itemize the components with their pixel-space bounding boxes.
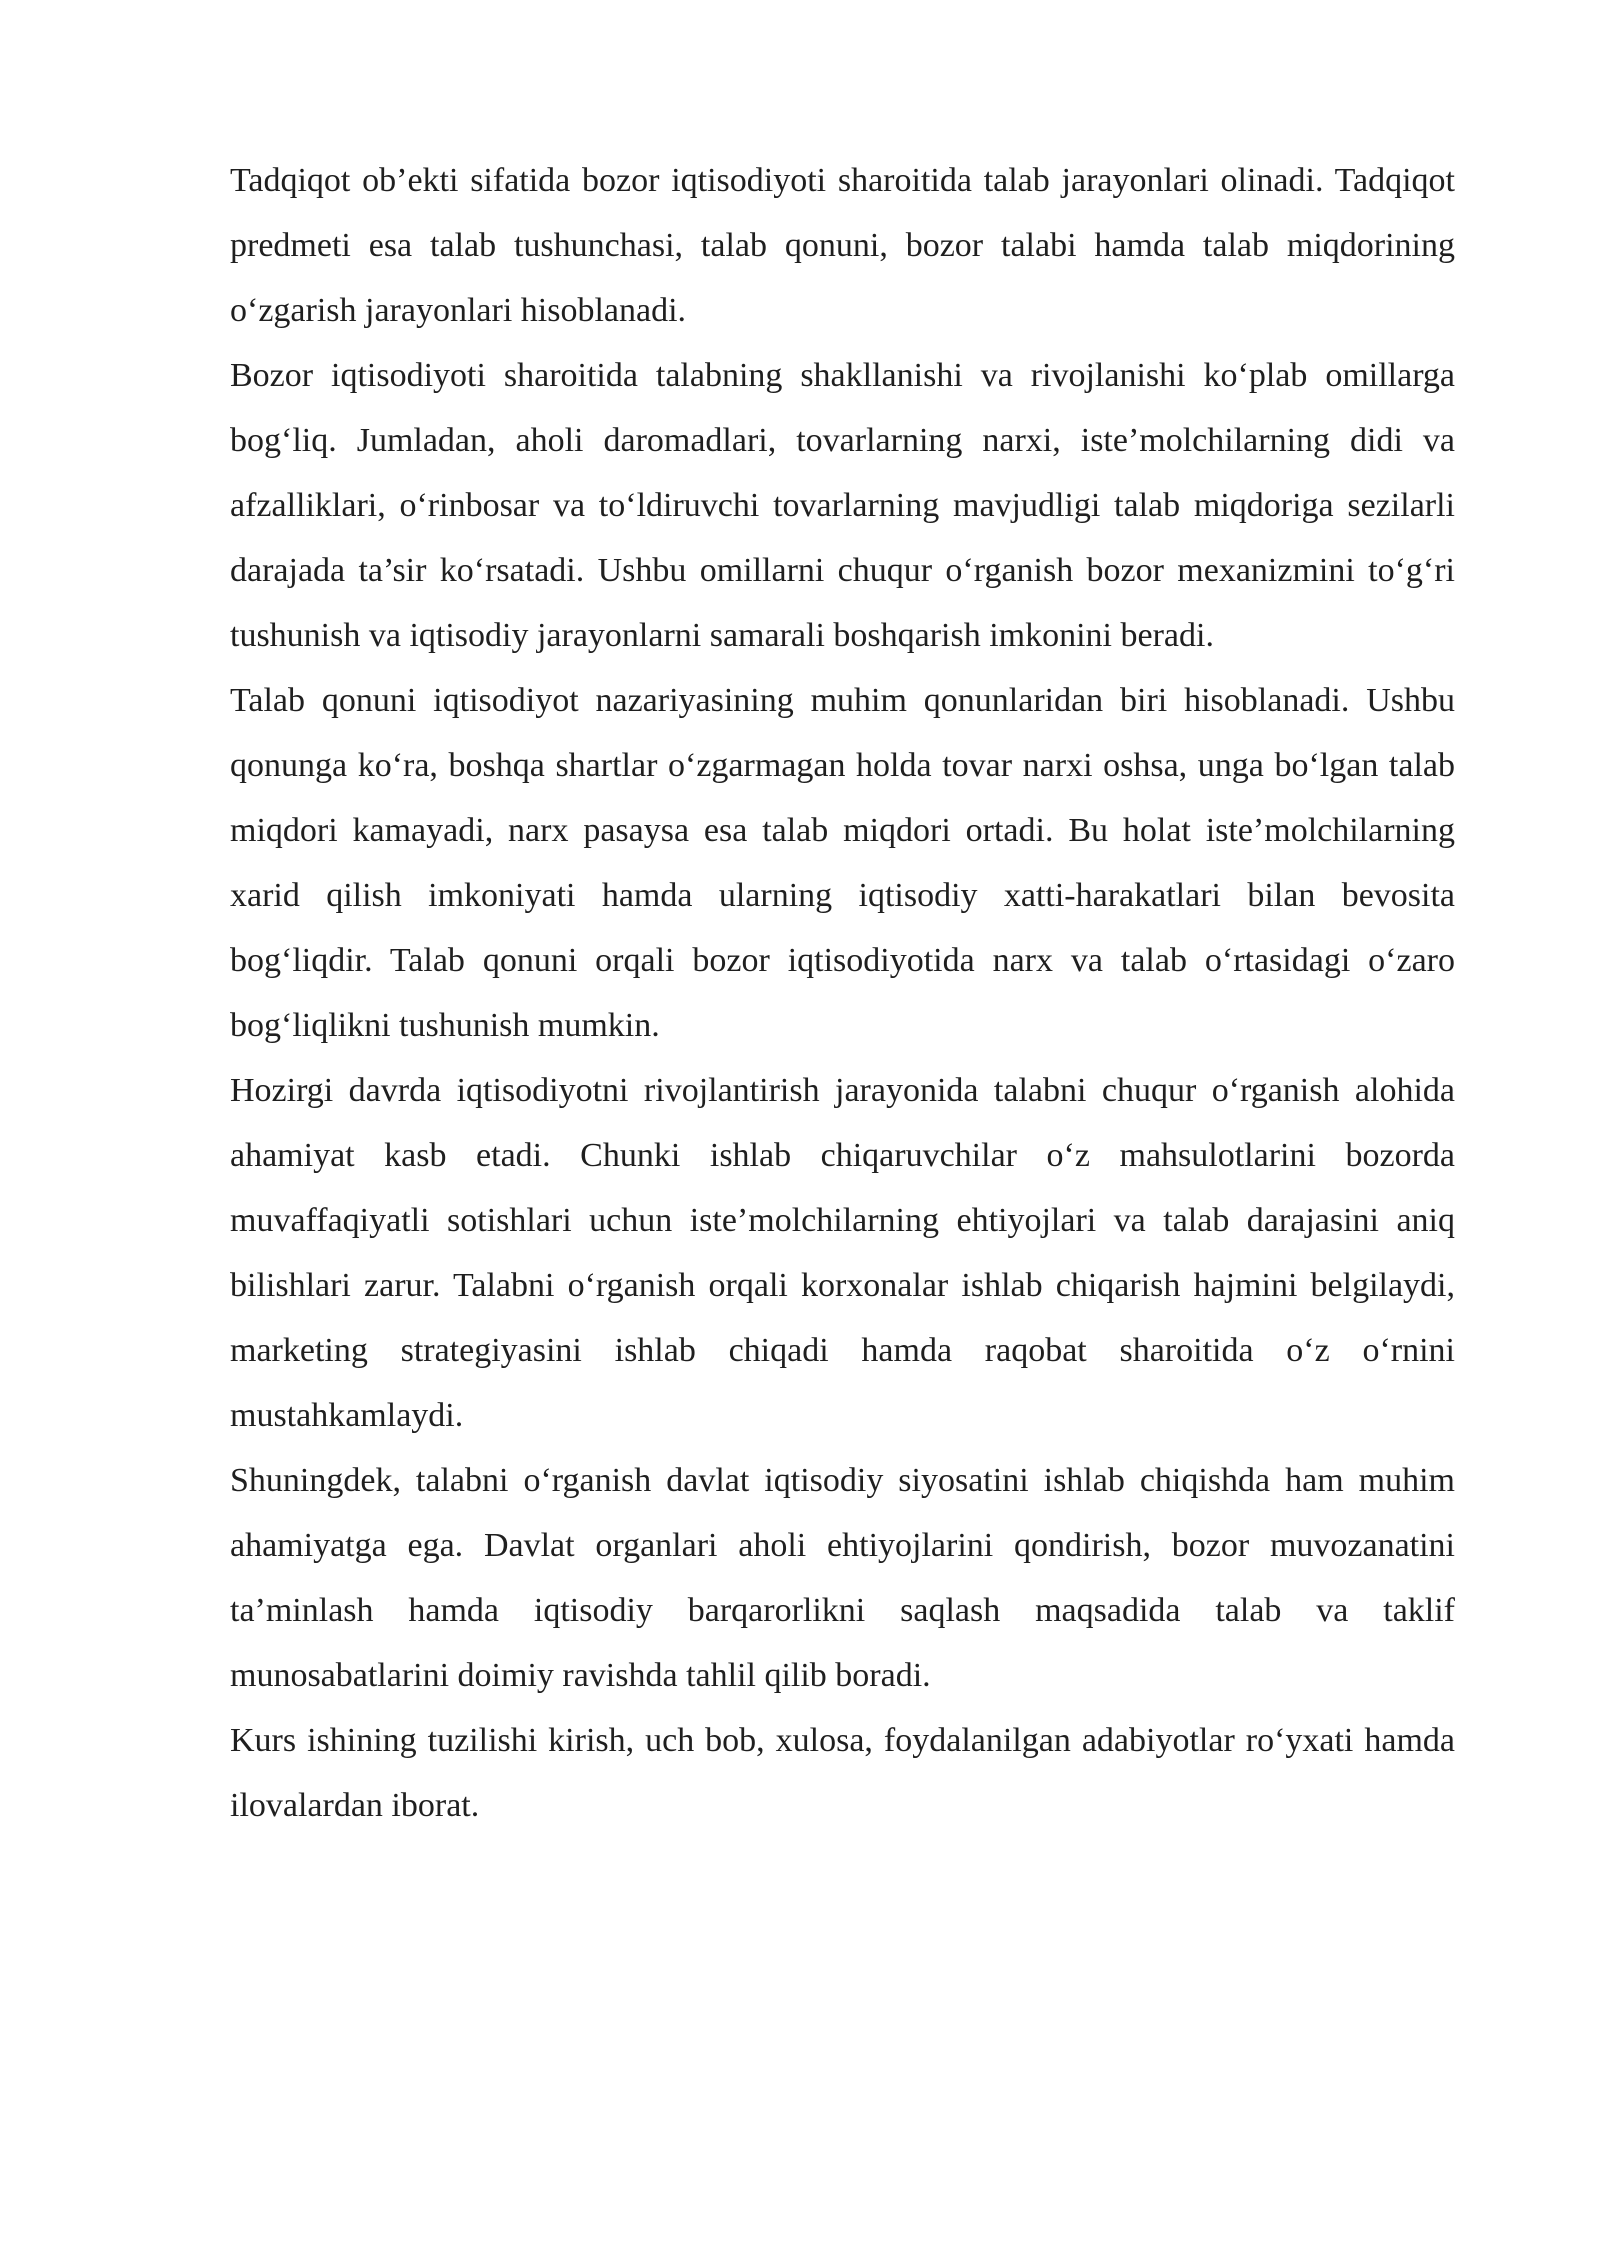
paragraph-importance-of-demand: Hozirgi davrda iqtisodiyotni rivojlantirish jarayonida talabni chuqur o‘rganish alohida ahamiyat kasb etadi. Chunki ishlab chiqaruvchilar o‘z mahsulotlarini bozorda muvaffaqiyatli sotishlari uchun iste’molchilarning ehtiyojlari va talab darajasini aniq bilishlari zarur. Talabni o‘rganish orqali korxonalar ishlab chiqarish hajmini belgilaydi, marketing strategiyasini ishlab chiqadi hamda raqobat sharoitida o‘z o‘rnini mustahkamlaydi.: [230, 1072, 1455, 1434]
document-body: [230, 148, 1455, 1838]
paragraph-course-structure: Kurs ishining tuzilishi kirish, uch bob, xulosa, foydalanilgan adabiyotlar ro‘yxati hamda ilovalardan iborat.: [230, 1722, 1455, 1824]
paragraph-state-policy: Shuningdek, talabni o‘rganish davlat iqtisodiy siyosatini ishlab chiqishda ham muhim ahamiyatga ega. Davlat organlari aholi ehtiyojlarini qondirish, bozor muvozanatini ta’minlash hamda iqtisodiy barqarorlikni saqlash maqsadida talab va taklif munosabatlarini doimiy ravishda tahlil qilib boradi.: [230, 1462, 1455, 1694]
paragraph-research-object: Tadqiqot ob’ekti sifatida bozor iqtisodiyoti sharoitida talab jarayonlari olinadi. Tadqiqot predmeti esa talab tushunchasi, talab qonuni, bozor talabi hamda talab miqdorining o‘zgarish jarayonlari hisoblanadi.: [230, 162, 1455, 329]
paragraph-law-of-demand: Talab qonuni iqtisodiyot nazariyasining muhim qonunlaridan biri hisoblanadi. Ushbu qonunga ko‘ra, boshqa shartlar o‘zgarmagan holda tovar narxi oshsa, unga bo‘lgan talab miqdori kamayadi, narx pasaysa esa talab miqdori ortadi. Bu holat iste’molchilarning xarid qilish imkoniyati hamda ularning iqtisodiy xatti-harakatlari bilan bevosita bog‘liqdir. Talab qonuni orqali bozor iqtisodiyotida narx va talab o‘rtasidagi o‘zaro bog‘liqlikni tushunish mumkin.: [230, 682, 1455, 1044]
paragraph-demand-factors: Bozor iqtisodiyoti sharoitida talabning shakllanishi va rivojlanishi ko‘plab omillarga bog‘liq. Jumladan, aholi daromadlari, tovarlarning narxi, iste’molchilarning didi va afzalliklari, o‘rinbosar va to‘ldiruvchi tovarlarning mavjudligi talab miqdoriga sezilarli darajada ta’sir ko‘rsatadi. Ushbu omillarni chuqur o‘rganish bozor mexanizmini to‘g‘ri tushunish va iqtisodiy jarayonlarni samarali boshqarish imkonini beradi.: [230, 357, 1455, 654]
